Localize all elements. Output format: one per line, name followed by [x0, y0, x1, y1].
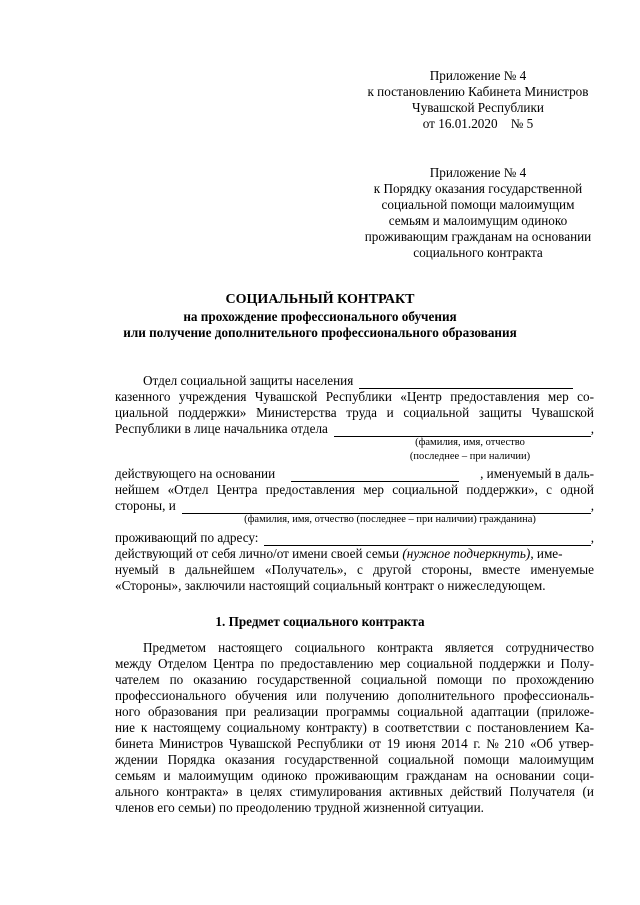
word: с: [356, 562, 363, 577]
preamble-line8: проживающий по адресу: ,: [115, 530, 594, 545]
word: казенного: [115, 389, 171, 404]
word: Министерства: [256, 405, 337, 420]
word: с: [546, 482, 553, 497]
section1-line: чателем по оказанию государственной социальной помощи по прохождению: [115, 672, 594, 687]
word: Чувашской: [254, 389, 318, 404]
annex2-line4: семьям и малоимущим одиноко: [388, 213, 568, 228]
preamble-line9: действующий от себя лично/от имени своей семьи (нужное подчеркнуть), име-: [115, 546, 563, 561]
word: социальной: [392, 482, 459, 497]
basis-label: действующего на основании: [115, 466, 276, 481]
section1-line: ального контракта» в целях стимулирования активных действий Получателя (и: [115, 784, 594, 799]
annex1-line3: Чувашской Республики: [412, 100, 544, 115]
other-party-label: стороны, и: [115, 498, 176, 513]
section1-line: ждении Порядка оказания государственной социальной помощи малоимущим: [115, 752, 594, 767]
preamble-line10: [115, 562, 594, 578]
dept-label: Отдел социальной защиты населения: [143, 373, 354, 388]
word: поддержки»,: [466, 482, 538, 497]
basis-field[interactable]: [291, 469, 459, 482]
address-label: проживающий по адресу:: [115, 530, 259, 545]
section1-line: бинета Министров Чувашской Республики от 19 июня 2014 г. № 210 «Об утвер-: [115, 736, 594, 751]
word: в: [168, 562, 175, 577]
head-name-field[interactable]: [334, 424, 591, 437]
section1-line: ного образования при реализации программы социальной адаптации (приложе-: [115, 704, 594, 719]
hint-fio: (фамилия, имя, отчество: [415, 437, 525, 448]
head-of-dept-label: Республики в лице начальника отдела: [115, 421, 328, 436]
word: мер: [547, 389, 569, 404]
word: стороны,: [421, 562, 473, 577]
preamble-line5: [115, 466, 594, 482]
preamble-line6: [115, 482, 594, 498]
section1-line: между Отделом Центра по предоставлению мер социальной поддержки и Полу-: [115, 656, 594, 671]
section1-heading: 1. Предмет социального контракта: [215, 614, 425, 629]
word: одной: [560, 482, 594, 497]
word: дальнейшем: [185, 562, 255, 577]
annex2-line1: Приложение № 4: [429, 165, 527, 180]
preamble-line2: [115, 389, 594, 405]
annex2-line3: социальной помощи малоимущим: [381, 197, 575, 212]
preamble-line4: Республики в лице начальника отдела ,: [115, 421, 594, 436]
word: вместе: [482, 562, 521, 577]
section1-line: членов его семьи) по преодолению трудной жизненной ситуации.: [115, 800, 484, 815]
address-field[interactable]: [264, 533, 590, 546]
word: «Центр: [400, 389, 442, 404]
hint-citizen-fio: (фамилия, имя, отчество (последнее – при наличии) гражданина): [244, 514, 536, 525]
section1-line: семьям и малоимущим одиноко проживающим гражданам на основании соци-: [115, 768, 594, 783]
word: нейшем: [115, 482, 160, 497]
preamble-line1: [143, 373, 594, 389]
word: учреждения: [178, 389, 247, 404]
contract-title: СОЦИАЛЬНЫЙ КОНТРАКТ: [225, 292, 415, 307]
word: нуемый: [115, 562, 159, 577]
word: со-: [577, 389, 594, 404]
underline-note: (нужное подчеркнуть): [402, 546, 531, 561]
hint-patronymic: (последнее – при наличии): [409, 451, 531, 462]
word: именуемые: [530, 562, 594, 577]
word: другой: [372, 562, 412, 577]
word: труда: [346, 405, 377, 420]
annex2-line2: к Порядку оказания государственной: [373, 181, 583, 196]
dept-name-field[interactable]: [359, 376, 573, 389]
word: социальной: [403, 405, 470, 420]
section1-line: Предметом настоящего социального контракта является сотрудничество: [143, 640, 594, 655]
word: Чувашской: [531, 405, 594, 420]
preamble-line11: «Стороны», заключили настоящий социальный контракт о нижеследующем.: [115, 578, 546, 593]
word: Центра: [216, 482, 258, 497]
word: защиты: [478, 405, 522, 420]
contract-subtitle-line1: на прохождение профессионального обучения: [183, 309, 457, 324]
word: предоставления: [450, 389, 540, 404]
word: «Отдел: [167, 482, 209, 497]
preamble-line7: стороны, и ,: [115, 498, 594, 513]
annex2-line6: социального контракта: [413, 245, 543, 260]
citizen-name-field[interactable]: [182, 501, 591, 514]
annex2-line5: проживающим гражданам на основании: [364, 229, 592, 244]
named-further-label: , именуемый в даль-: [480, 466, 594, 481]
word: и: [386, 405, 394, 420]
section1-line: ние к настоящему социальному контракту) в соответствии с постановлением Ка-: [115, 720, 594, 735]
section1-line: профессионального обучения или получению дополнительного профессиональ-: [115, 688, 594, 703]
word: мер: [363, 482, 384, 497]
word: циальной: [115, 405, 169, 420]
word: предоставления: [265, 482, 355, 497]
annex1-line1: Приложение № 4: [429, 68, 527, 83]
annex1-line4: от 16.01.2020 № 5: [422, 116, 534, 131]
word: Республики: [325, 389, 392, 404]
word: поддержки»: [178, 405, 247, 420]
preamble-line3: [115, 405, 594, 421]
contract-subtitle-line2: или получение дополнительного профессионального образования: [123, 325, 517, 340]
word: «Получатель»,: [264, 562, 347, 577]
annex1-line2: к постановлению Кабинета Министров: [367, 84, 589, 99]
